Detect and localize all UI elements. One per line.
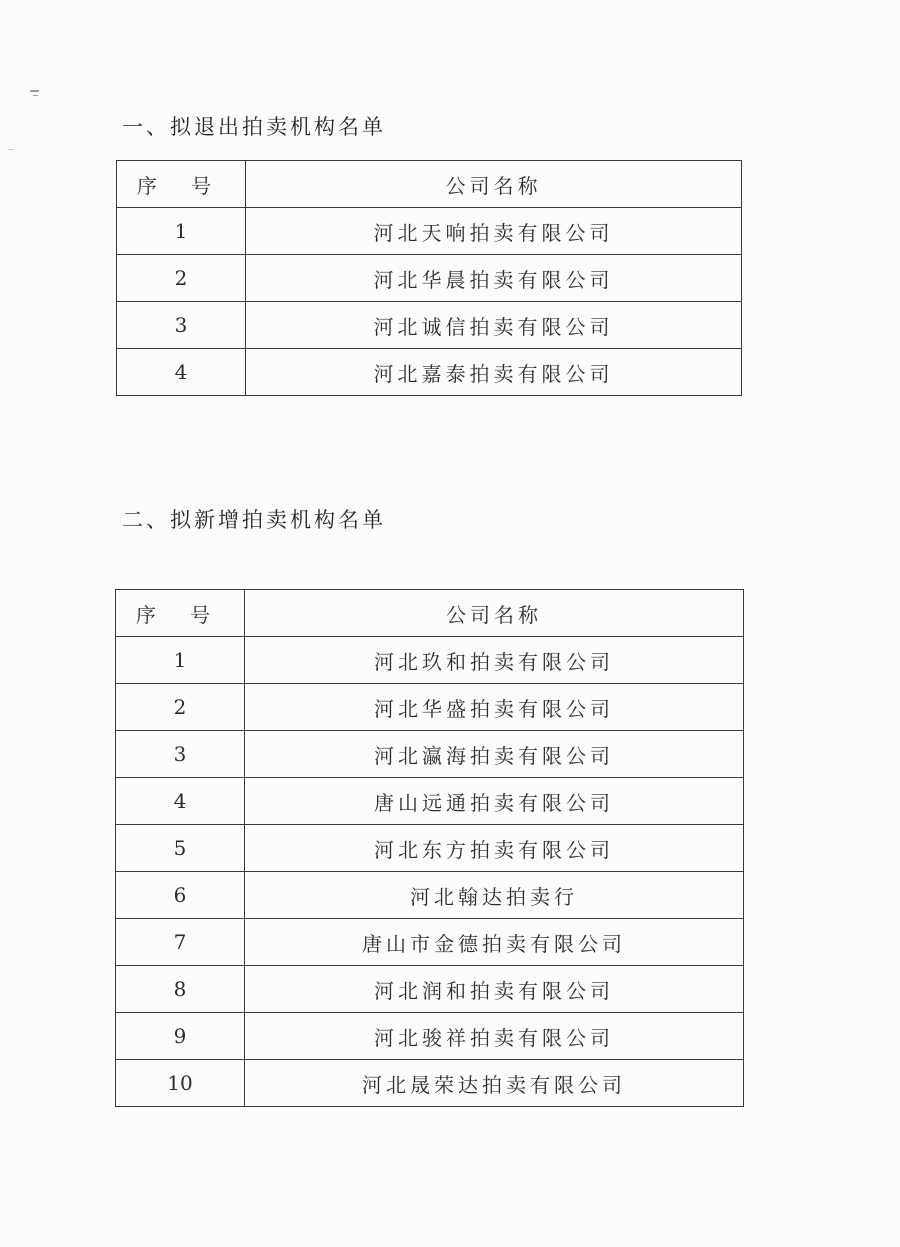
- table-header-row: [117, 161, 742, 208]
- company-name: 河北骏祥拍卖有限公司: [245, 1013, 744, 1060]
- table-row: [116, 919, 744, 966]
- row-number: 8: [116, 966, 245, 1013]
- scan-speck: [33, 95, 38, 96]
- company-name: 河北翰达拍卖行: [245, 872, 744, 919]
- table-row: [116, 684, 744, 731]
- company-name: 河北华晨拍卖有限公司: [246, 255, 742, 302]
- company-name: 唐山远通拍卖有限公司: [245, 778, 744, 825]
- column-header-name: 公司名称: [246, 161, 742, 208]
- section-title-add: 二、拟新增拍卖机构名单: [122, 508, 386, 532]
- company-name: 河北晟荣达拍卖有限公司: [245, 1060, 744, 1107]
- section-title-withdraw: 一、拟退出拍卖机构名单: [122, 115, 386, 139]
- table-row: [116, 1013, 744, 1060]
- company-name: 河北东方拍卖有限公司: [245, 825, 744, 872]
- scan-speck: [8, 149, 14, 150]
- company-name: 河北玖和拍卖有限公司: [245, 637, 744, 684]
- row-number: 10: [116, 1060, 245, 1107]
- table-row: [117, 302, 742, 349]
- table-row: [117, 208, 742, 255]
- row-number: 2: [117, 255, 246, 302]
- row-number: 2: [116, 684, 245, 731]
- table-row: [116, 778, 744, 825]
- row-number: 3: [117, 302, 246, 349]
- column-header-no: 序 号: [117, 161, 246, 208]
- row-number: 4: [117, 349, 246, 396]
- add-list-table: [115, 589, 744, 1107]
- company-name: 河北天响拍卖有限公司: [246, 208, 742, 255]
- column-header-no: 序 号: [116, 590, 245, 637]
- table-row: [116, 637, 744, 684]
- table-row: [116, 966, 744, 1013]
- company-name: 河北华盛拍卖有限公司: [245, 684, 744, 731]
- row-number: 6: [116, 872, 245, 919]
- column-header-name: 公司名称: [245, 590, 744, 637]
- company-name: 唐山市金德拍卖有限公司: [245, 919, 744, 966]
- row-number: 3: [116, 731, 245, 778]
- table-row: [116, 872, 744, 919]
- company-name: 河北润和拍卖有限公司: [245, 966, 744, 1013]
- row-number: 1: [117, 208, 246, 255]
- table-row: [117, 255, 742, 302]
- scan-speck: [30, 90, 39, 92]
- row-number: 4: [116, 778, 245, 825]
- row-number: 9: [116, 1013, 245, 1060]
- row-number: 1: [116, 637, 245, 684]
- row-number: 7: [116, 919, 245, 966]
- table-row: [116, 825, 744, 872]
- table-row: [117, 349, 742, 396]
- table-header-row: [116, 590, 744, 637]
- company-name: 河北诚信拍卖有限公司: [246, 302, 742, 349]
- row-number: 5: [116, 825, 245, 872]
- company-name: 河北瀛海拍卖有限公司: [245, 731, 744, 778]
- withdraw-list-table: [116, 160, 742, 396]
- table-row: [116, 731, 744, 778]
- company-name: 河北嘉泰拍卖有限公司: [246, 349, 742, 396]
- table-row: [116, 1060, 744, 1107]
